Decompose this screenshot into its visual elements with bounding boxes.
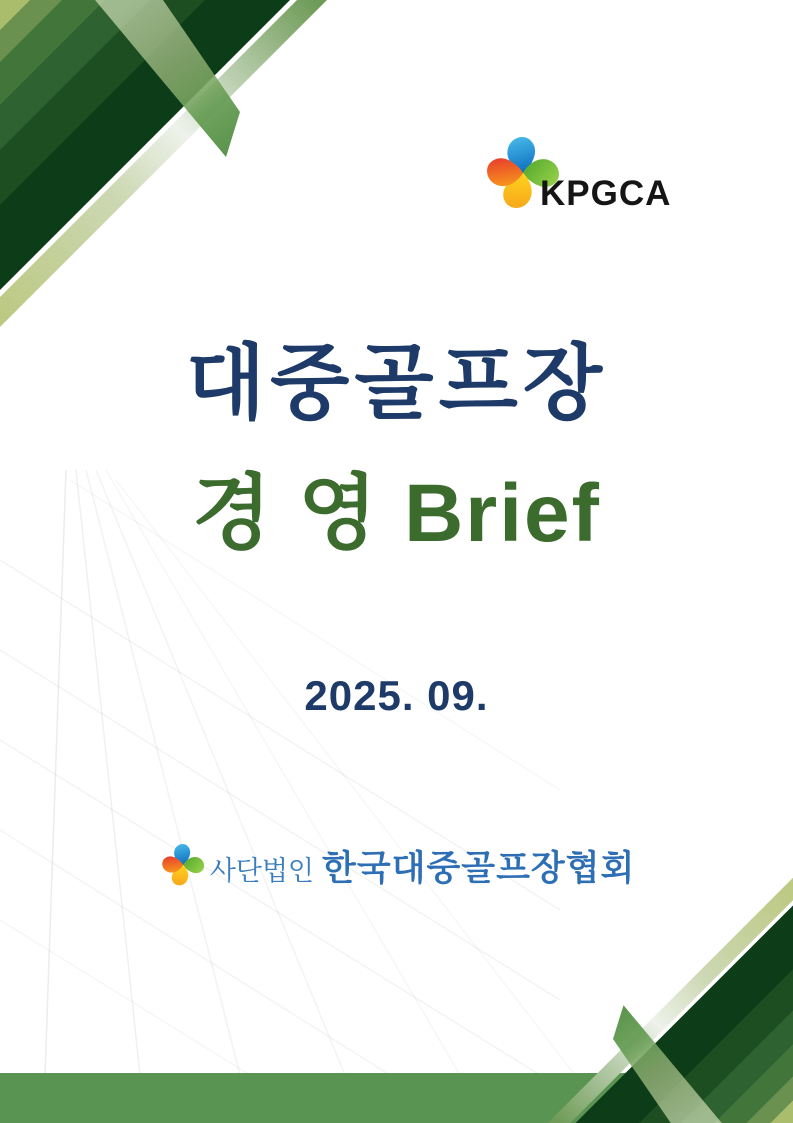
cover-title-line1: 대중골프장 (185, 338, 608, 429)
kpgca-logo-text: KPGCA (540, 174, 672, 213)
pinwheel-icon-small (158, 836, 208, 894)
org-name: 한국대중골프장협회 (322, 849, 636, 888)
cover-date: 2025. 09. (304, 672, 489, 719)
footer-organization (158, 836, 636, 894)
cover-title-line2: 경 영 Brief (192, 468, 601, 559)
org-prefix: 사단법인 (209, 856, 315, 886)
kpgca-logo (480, 128, 695, 223)
